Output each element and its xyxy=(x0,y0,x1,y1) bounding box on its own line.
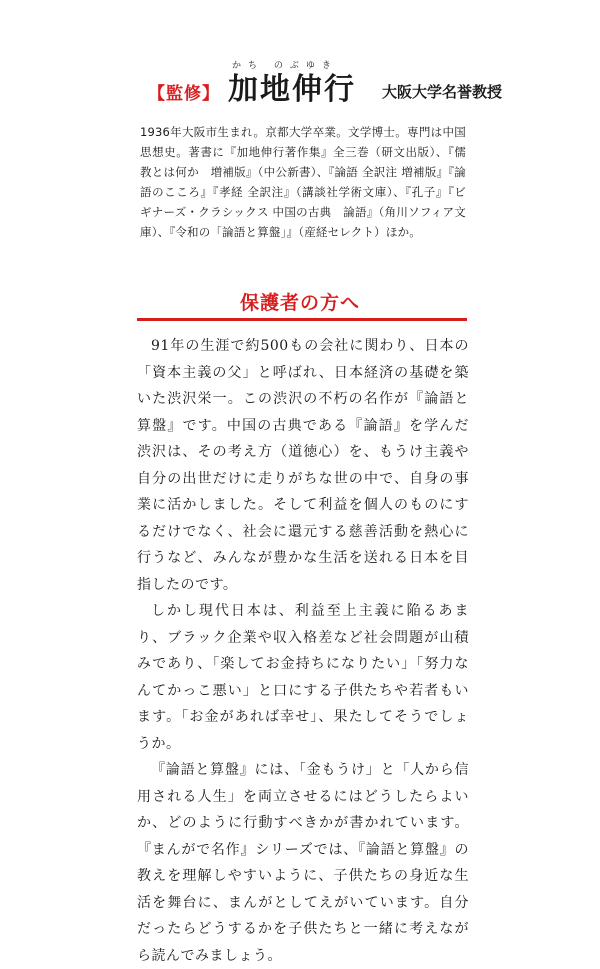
supervisor-header xyxy=(148,61,503,108)
supervisor-bio xyxy=(140,122,466,242)
section-title: 保護者の方へ xyxy=(239,292,360,314)
body-paragraph: 『論語と算盤』には、「金もうけ」と「人から信用される人生」を両立させるにはどうしたらよいか、どのように行動すべきかが書かれています。『まんがで名作』シリーズでは、『論語と算盤』の教えを理解しやすいように、子供たちの身近な生活を舞台に、まんがとしてえがいています。自分だったらどうするかを子供たちと一緒に考えながら読んでみましょう。 xyxy=(137,762,469,964)
guardian-message xyxy=(137,333,469,969)
body-paragraph: しかし現代日本は、利益至上主義に陥るあまり、ブラック企業や収入格差など社会問題が山積みであり、「楽してお金持ちになりたい」「努力なんてかっこ悪い」と口にする子供たちや若者もいます。「お金があれば幸せ」、果たしてそうでしょうか。 xyxy=(137,603,469,752)
supervisor-name-ruby: かち のぶゆき xyxy=(232,61,338,71)
supervisor-title: 大阪大学名誉教授 xyxy=(382,83,503,101)
section-divider xyxy=(137,318,467,321)
supervisor-name-block xyxy=(228,61,356,108)
supervisor-name: 加地伸行 xyxy=(228,72,356,107)
supervisor-role-label: 【監修】 xyxy=(148,84,220,104)
bio-text: 1936年大阪市生まれ。京都大学卒業。文学博士。専門は中国思想史。著書に『加地伸行著作集』全三巻（研文出版）、『儒教とは何か 増補版』（中公新書）、『論語 全訳注 増補版』『論語のこころ』『孝経 全訳注』（講談社学術文庫）、『孔子』『ビギナーズ・クラシックス 中国の古典 論語』（角川ソフィア文庫）、『令和の「論語と算盤」』（産経セレクト）ほか。 xyxy=(140,125,466,239)
body-paragraph: 91年の生涯で約500もの会社に関わり、日本の「資本主義の父」と呼ばれ、日本経済の基礎を築いた渋沢栄一。この渋沢の不朽の名作が『論語と算盤』です。中国の古典である『論語』を学んだ渋沢は、その考え方（道徳心）を、もうけ主義や自分の出世だけに走りがちな世の中で、自身の事業に活かしました。そして利益を個人のものにするだけでなく、社会に還元する慈善活動を熱心に行うなど、みんなが豊かな生活を送れる日本を目指したのです。 xyxy=(137,338,469,593)
